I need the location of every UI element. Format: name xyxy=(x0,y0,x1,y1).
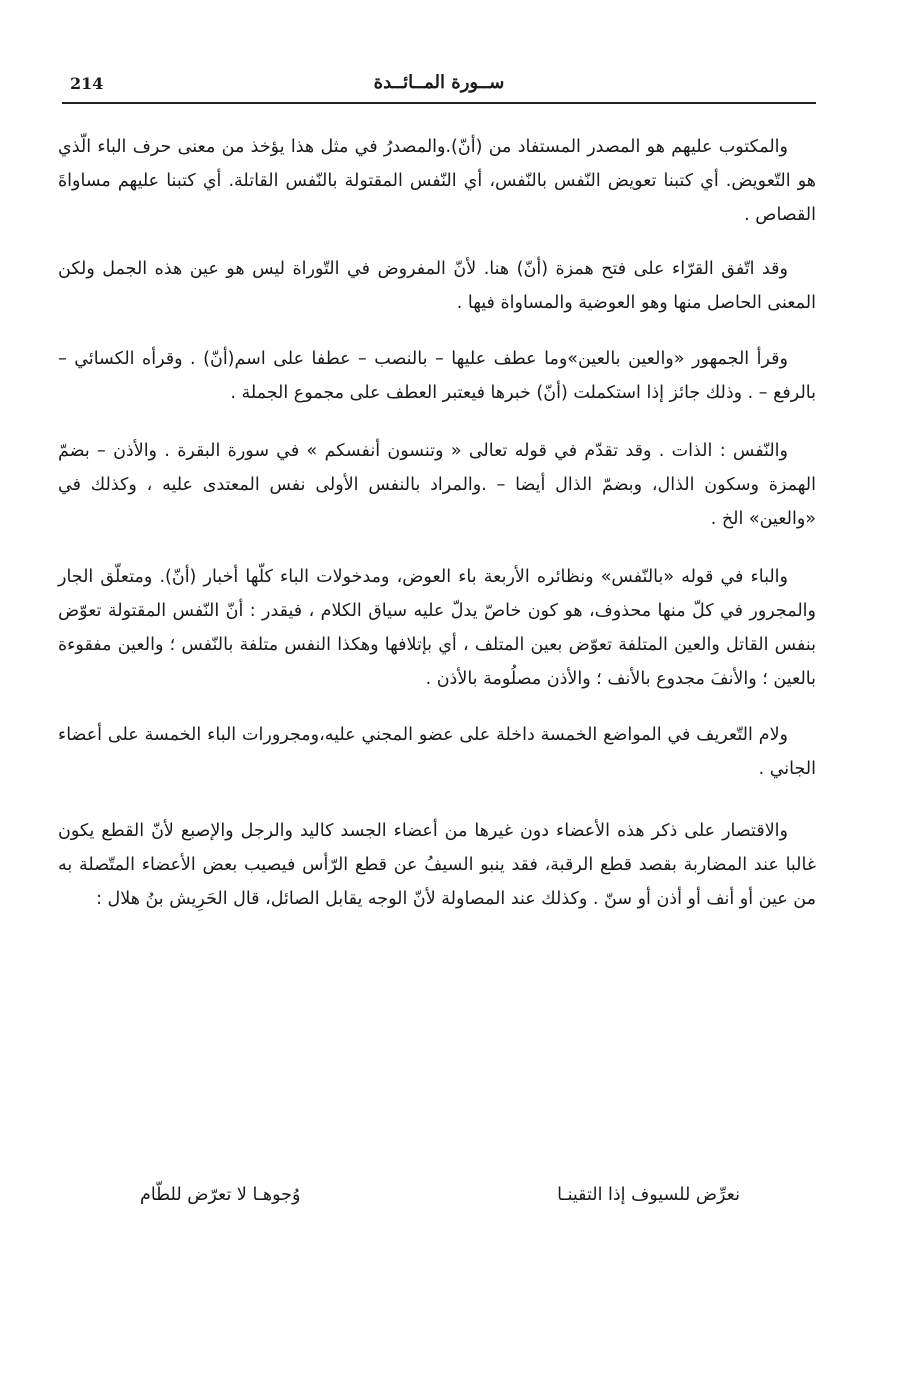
paragraph: ولام التّعريف في المواضع الخمسة داخلة على عضو المجني عليه،ومجرورات الباء الخمسة على أعضاء الجاني . xyxy=(58,725,816,779)
paragraph: والمكتوب عليهم هو المصدر المستفاد من (أنّ).والمصدرُ في مثل هذا يؤخذ من معنى حرف الباء الّذي هو التّعويض. أي كتبنا تعويض النّفس بالنّفس، أي النّفس المقتولة بالنّفس القاتلة. أي كتبنا عليهم مساواةَ القصاص . xyxy=(58,137,816,225)
page-header xyxy=(62,68,816,104)
verse-second-hemistich: وُجوهـا لا تعرّض للطّام xyxy=(140,1185,301,1205)
paragraph: والباء في قوله «بالنّفس» ونظائره الأربعة باء العوض، ومدخولات الباء كلّها أخبار (أنّ). ومتعلّق الجار والمجرور في كلّ منها محذوف، هو كون خاصّ يدلّ عليه سياق الكلام ، فيقدر : أنّ النّفس المقتولة تعوّض بنفس القاتل والعين المتلفة تعوّض بعين المتلف ، أي بإتلافها وهكذا النفس متلفة بالنّفس ؛ والعين مفقوءة بالعين ؛ والأنفَ مجدوع بالأنف ؛ والأذن مصلُومة بالأذن . xyxy=(58,567,816,689)
paragraph: وقرأ الجمهور «والعين بالعين»وما عطف عليها – بالنصب – عطفا على اسم(أنّ) . وقرأه الكسائي – بالرفع – . وذلك جائز إذا استكملت (أنّ) خبرها فيعتبر العطف على مجموع الجملة . xyxy=(58,349,816,403)
paragraph: وقد اتّفق القرّاء على فتح همزة (أنّ) هنا. لأنّ المفروض في التّوراة ليس هو عين هذه الجمل ولكن المعنى الحاصل منها وهو العوضية والمساواة فيها . xyxy=(58,259,816,313)
verse-first-hemistich: نعرِّض للسيوف إذا التقينـا xyxy=(557,1185,740,1205)
running-title: ســورة المــائــدة xyxy=(373,72,505,93)
paragraph: والنّفس : الذات . وقد تقدّم في قوله تعالى « وتنسون أنفسكم » في سورة البقرة . والأذن – بضمّ الهمزة وسكون الذال، وبضمّ الذال أيضا – .والمراد بالنفس الأولى نفس المعتدى عليه ، وكذلك في «والعين» الخ . xyxy=(58,441,816,529)
body-text xyxy=(58,130,816,946)
poetry-verse xyxy=(140,1185,740,1205)
page-number: 214 xyxy=(70,74,104,93)
paragraph: والاقتصار على ذكر هذه الأعضاء دون غيرها من أعضاء الجسد كاليد والرجل والإصبع لأنّ القطع يكون غالبا عند المضاربة بقصد قطع الرقبة، فقد ينبو السيفُ عن قطع الرّأس فيصيب بعض الأعضاء المتّصلة به من عين أو أنف أو أذن أو سنّ . وكذلك عند المصاولة لأنّ الوجه يقابل الصائل، قال الحَرِيش بنُ هلال : xyxy=(58,821,816,909)
